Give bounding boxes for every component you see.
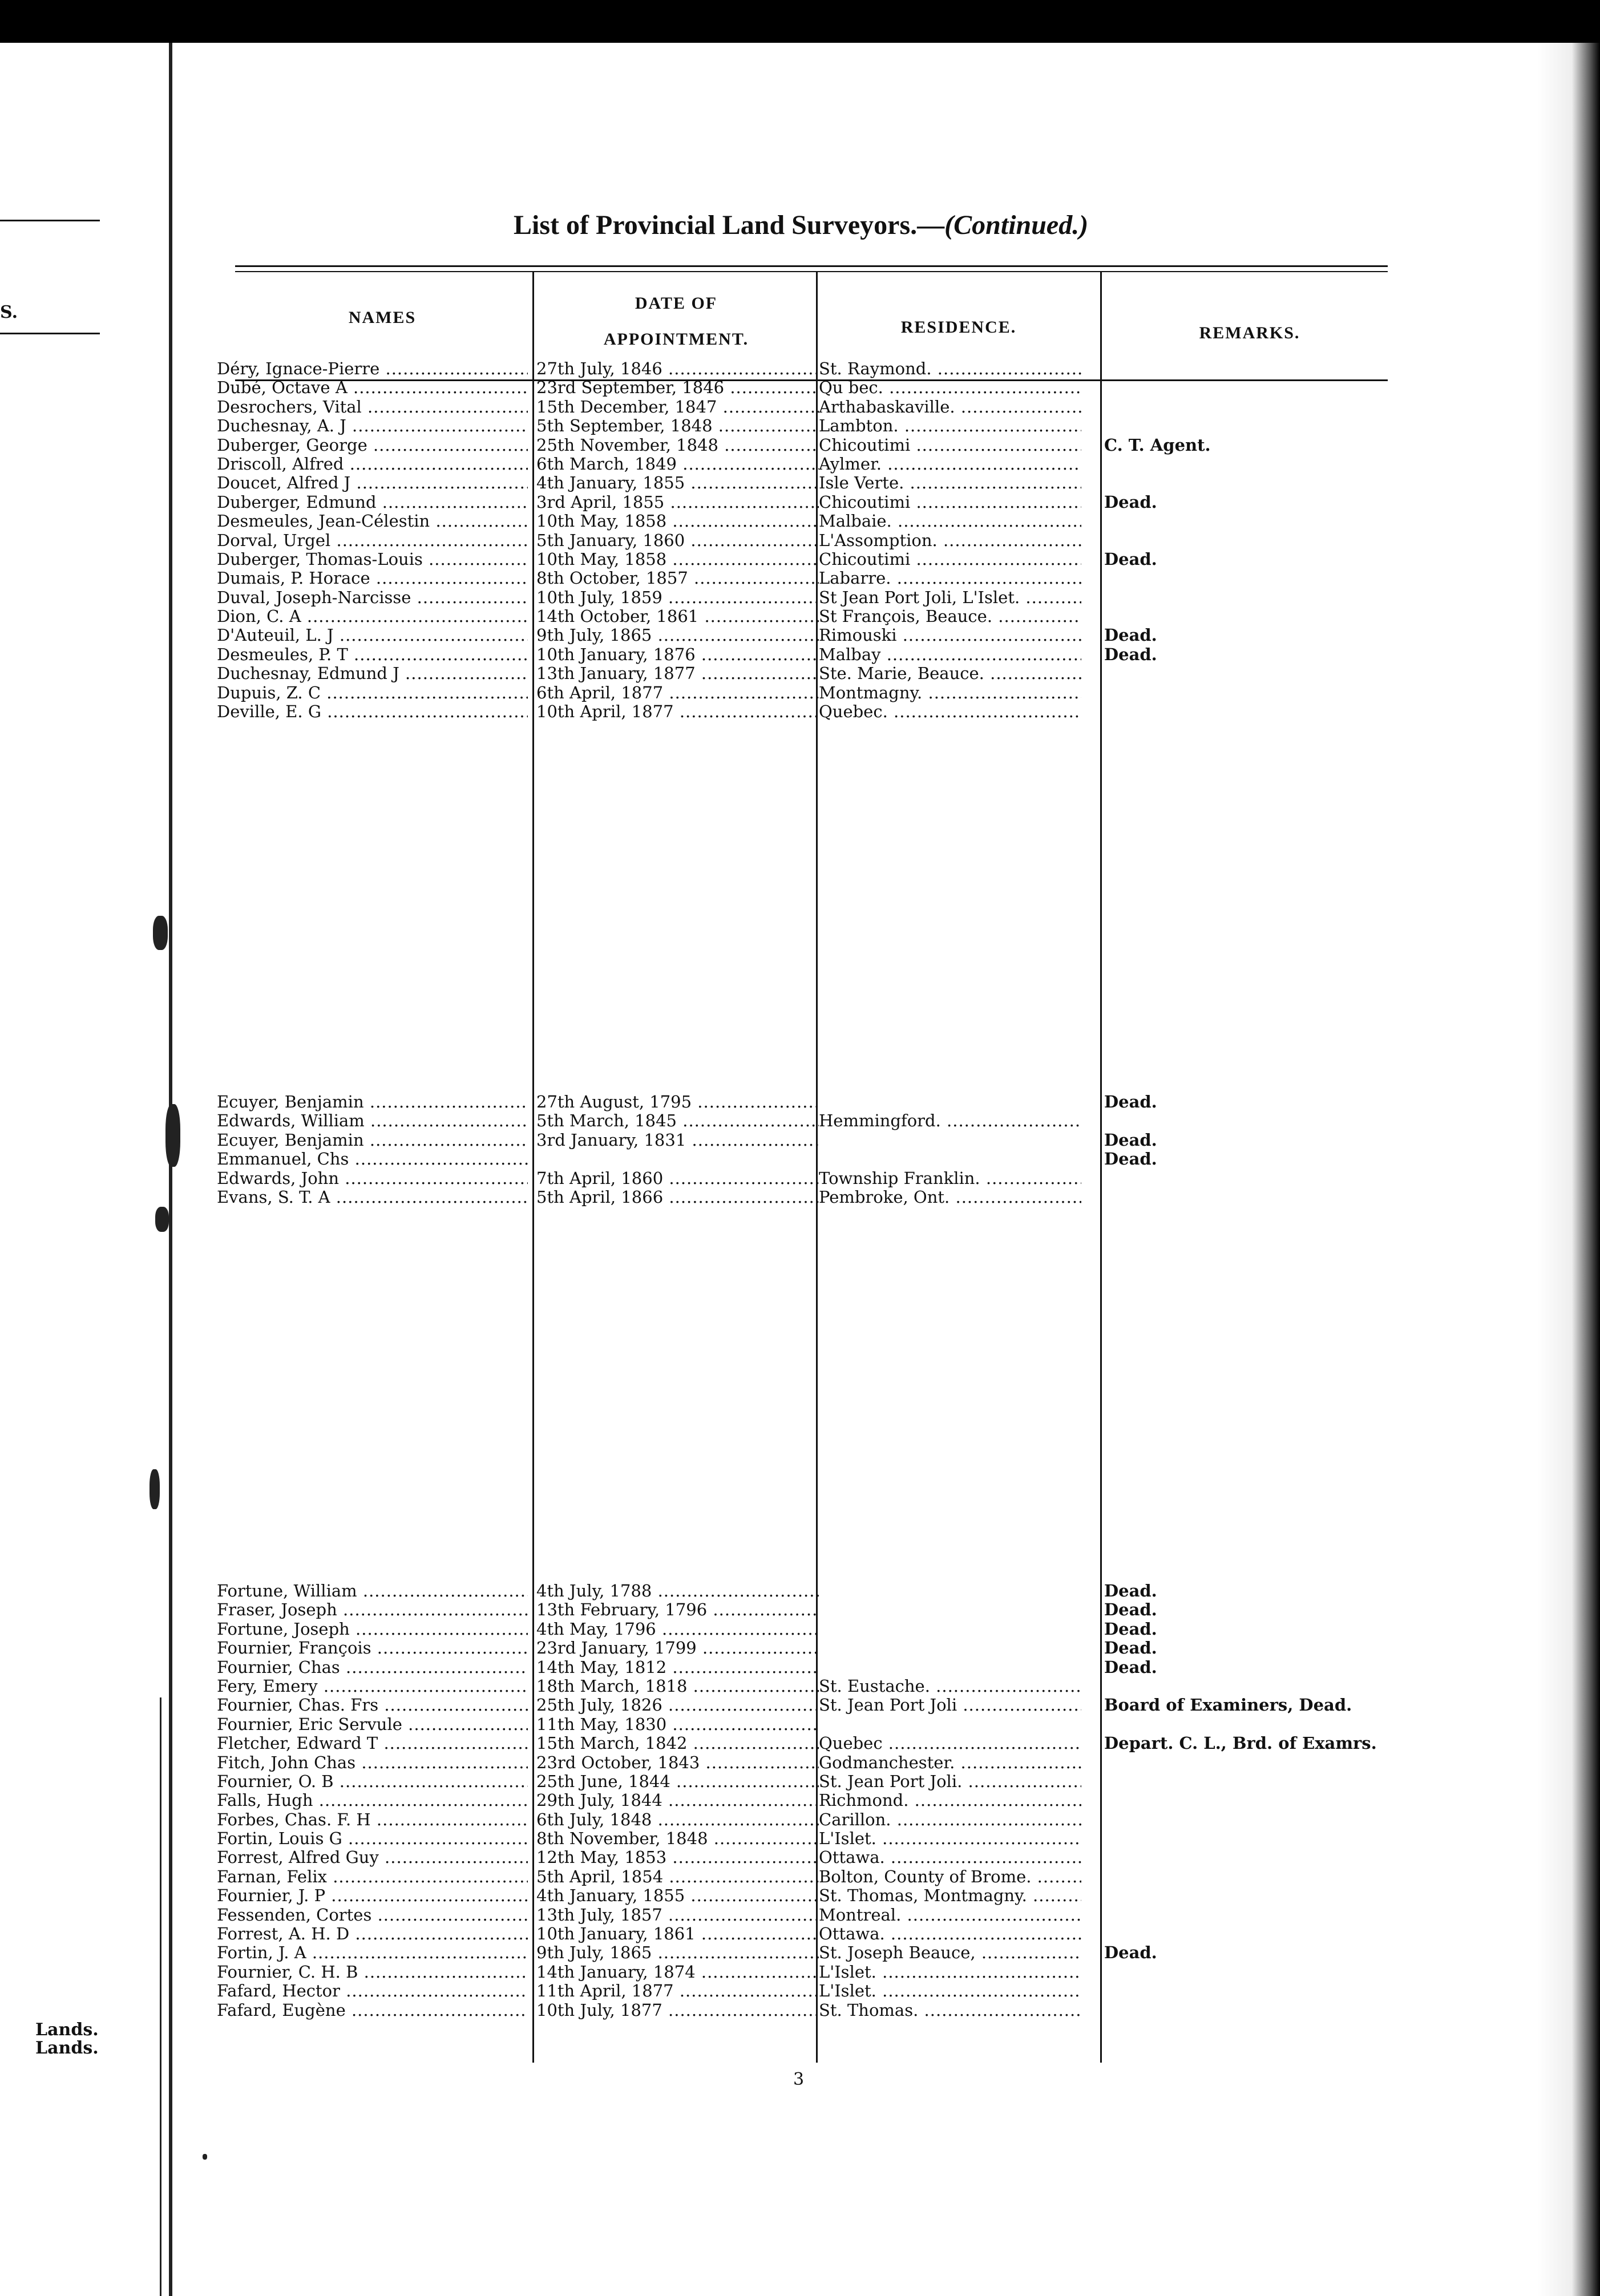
remarks-cell: Dead. [1104,626,1157,645]
left-page-text-2: Lands. [35,2038,99,2058]
appointment-date-cell: 15th December, 1847 ..... [536,398,819,417]
appointment-date-cell: 6th July, 1848 ..... [536,1810,819,1829]
surveyor-name-cell: Fournier, Chas. Frs ..... [217,1696,528,1715]
table-row [217,1093,1415,1111]
column-header-residence: RESIDENCE. [900,318,1017,337]
surveyor-name-cell: Duval, Joseph-Narcisse ..... [217,588,528,607]
appointment-date-cell: 14th May, 1812 ..... [536,1658,819,1677]
table-row [217,1867,1415,1886]
surveyor-name-cell: Fournier, Eric Servule ..... [217,1715,528,1734]
remarks-cell: Dead. [1104,1658,1157,1677]
binding-mark [155,1207,169,1232]
appointment-date-cell: 14th October, 1861 ..... [536,607,819,626]
appointment-date-cell: 11th May, 1830 ..... [536,1715,819,1734]
surveyor-name-cell: Farnan, Felix ..... [217,1867,528,1886]
surveyor-name-cell: Fitch, John Chas ..... [217,1753,528,1772]
surveyor-name-cell: Driscoll, Alfred ..... [217,455,528,474]
residence-cell: St. Joseph Beauce, ..... [819,1943,1081,1962]
residence-cell: Qu bec. ..... [819,378,1081,397]
residence-cell: Lambton. ..... [819,417,1081,435]
remarks-cell: Dead. [1104,1093,1157,1111]
appointment-date-cell: 10th May, 1858 ..... [536,550,819,569]
appointment-date-cell: 23rd September, 1846 ..... [536,378,819,397]
surveyor-name-cell: Fraser, Joseph ..... [217,1600,528,1619]
appointment-date-cell: 8th November, 1848 ..... [536,1829,819,1848]
residence-cell: L'Islet. ..... [819,1982,1081,2000]
surveyor-name-cell: Fortune, William ..... [217,1582,528,1600]
appointment-date-cell: 6th April, 1877 ..... [536,684,819,702]
remarks-cell: Dead. [1104,1150,1157,1169]
left-page-header-fragment: S. [0,302,18,322]
residence-cell: St. Thomas. ..... [819,2001,1081,2020]
table-row [217,1772,1415,1791]
header-top-rule [235,265,1388,267]
remarks-cell: Dead. [1104,1943,1157,1963]
surveyor-name-cell: Fery, Emery ..... [217,1677,528,1696]
remarks-cell: Dead. [1104,1600,1157,1620]
table-row [217,626,1415,645]
remarks-cell: Dead. [1104,1582,1157,1600]
residence-cell: Montmagny. ..... [819,684,1081,702]
residence-cell: Godmanchester. ..... [819,1753,1081,1772]
surveyor-name-cell: D'Auteuil, L. J ..... [217,626,528,645]
remarks-cell: Depart. C. L., Brd. of Examrs. [1104,1734,1377,1753]
table-row [217,2001,1415,2020]
table-row [217,1791,1415,1810]
residence-cell: Quebec. ..... [819,702,1081,721]
residence-cell: St. Jean Port Joli. ..... [819,1772,1081,1791]
residence-cell: St. Eustache. ..... [819,1677,1081,1696]
residence-cell: Quebec ..... [819,1734,1081,1753]
surveyor-name-cell: Fafard, Eugène ..... [217,2001,528,2020]
appointment-date-cell: 6th March, 1849 ..... [536,455,819,474]
appointment-date-cell: 4th May, 1796 ..... [536,1620,819,1639]
residence-cell: Isle Verte. ..... [819,474,1081,492]
surveyor-name-cell: Forbes, Chas. F. H ..... [217,1810,528,1829]
table-row [217,1906,1415,1925]
binding-mark [165,1104,180,1167]
residence-cell: St Jean Port Joli, L'Islet. ..... [819,588,1081,607]
scanned-page [0,43,1600,2296]
table-row [217,1620,1415,1639]
residence-cell: Malbaie. ..... [819,512,1081,531]
table-row [217,359,1415,378]
left-page-rule-2 [0,333,100,334]
appointment-date-cell: 11th April, 1877 ..... [536,1982,819,2000]
residence-cell: L'Islet. ..... [819,1963,1081,1982]
surveyor-name-cell: Fortin, Louis G ..... [217,1829,528,1848]
appointment-date-cell: 5th January, 1860 ..... [536,531,819,550]
residence-cell: Ottawa. ..... [819,1848,1081,1867]
surveyor-name-cell: Fournier, C. H. B ..... [217,1963,528,1982]
table-row [217,474,1415,492]
surveyor-name-cell: Duberger, Edmund ..... [217,493,528,512]
surveyor-name-cell: Ecuyer, Benjamin ..... [217,1131,528,1150]
appointment-date-cell: 18th March, 1818 ..... [536,1677,819,1696]
table-row [217,436,1415,455]
table-row [217,398,1415,417]
appointment-date-cell: 13th January, 1877 ..... [536,664,819,683]
residence-cell: Malbay ..... [819,645,1081,664]
page-spine-line [169,43,172,2296]
appointment-date-cell: 23rd October, 1843 ..... [536,1753,819,1772]
appointment-date-cell: 27th July, 1846 ..... [536,359,819,378]
appointment-date-cell: 10th July, 1859 ..... [536,588,819,607]
surveyor-name-cell: Dorval, Urgel ..... [217,531,528,550]
residence-cell: Richmond. ..... [819,1791,1081,1810]
residence-cell: St François, Beauce. ..... [819,607,1081,626]
residence-cell: St. Raymond. ..... [819,359,1081,378]
left-page-rule [0,220,100,221]
remarks-cell: Dead. [1104,1619,1157,1639]
remarks-cell: Dead. [1104,1130,1157,1150]
appointment-date-cell: 3rd April, 1855 ..... [536,493,819,512]
residence-cell: Montreal. ..... [819,1906,1081,1925]
binding-mark [153,916,168,950]
surveyor-name-cell: Fafard, Hector ..... [217,1982,528,2000]
surveyor-name-cell: Doucet, Alfred J ..... [217,474,528,492]
table-row [217,1925,1415,1943]
residence-cell: Labarre. ..... [819,569,1081,588]
table-row [217,455,1415,474]
remarks-cell: Dead. [1104,549,1157,569]
table-row [217,1696,1415,1715]
header-top-rule-2 [235,271,1388,272]
surveyor-name-cell: Desrochers, Vital ..... [217,398,528,417]
table-row [217,1111,1415,1130]
binding-mark [150,1469,160,1509]
table-row [217,1753,1415,1772]
surveyor-name-cell: Duberger, Thomas-Louis ..... [217,550,528,569]
surveyor-name-cell: Fortin, J. A ..... [217,1943,528,1962]
surveyor-name-cell: Forrest, Alfred Guy ..... [217,1848,528,1867]
table-row [217,378,1415,397]
table-row [217,1810,1415,1829]
appointment-date-cell: 9th July, 1865 ..... [536,1943,819,1962]
table-row [217,1131,1415,1150]
surveyor-name-cell: Deville, E. G ..... [217,702,528,721]
scan-speck [203,2154,207,2160]
appointment-date-cell: 12th May, 1853 ..... [536,1848,819,1867]
table-row [217,1600,1415,1619]
appointment-date-cell: 10th January, 1876 ..... [536,645,819,664]
surveyor-section-e [217,1093,1415,1207]
table-row [217,1848,1415,1867]
surveyor-section-d [217,359,1415,721]
appointment-date-cell: 27th August, 1795 ..... [536,1093,819,1111]
residence-cell: Arthabaskaville. ..... [819,398,1081,417]
surveyor-name-cell: Desmeules, Jean-Célestin ..... [217,512,528,531]
residence-cell: L'Assomption. ..... [819,531,1081,550]
page-number: 3 [793,2069,805,2089]
appointment-date-cell: 10th May, 1858 ..... [536,512,819,531]
surveyor-name-cell: Evans, S. T. A ..... [217,1188,528,1207]
appointment-date-cell: 10th April, 1877 ..... [536,702,819,721]
appointment-date-cell: 13th July, 1857 ..... [536,1906,819,1925]
residence-cell: Township Franklin. ..... [819,1169,1081,1188]
table-row [217,684,1415,702]
surveyor-name-cell: Desmeules, P. T ..... [217,645,528,664]
surveyor-name-cell: Fletcher, Edward T ..... [217,1734,528,1753]
appointment-date-cell: 3rd January, 1831 ..... [536,1131,819,1150]
residence-cell: Chicoutimi ..... [819,436,1081,455]
surveyor-name-cell: Dubé, Octave A ..... [217,378,528,397]
table-row [217,569,1415,588]
column-header-names: NAMES [348,308,417,327]
appointment-date-cell: 4th January, 1855 ..... [536,474,819,492]
appointment-date-cell: 4th January, 1855 ..... [536,1886,819,1905]
appointment-date-cell: 29th July, 1844 ..... [536,1791,819,1810]
residence-cell: Bolton, County of Brome. ..... [819,1867,1081,1886]
surveyor-name-cell: Fournier, François ..... [217,1639,528,1658]
remarks-cell: Dead. [1104,645,1157,664]
appointment-date-cell: 5th April, 1866 ..... [536,1188,819,1207]
page-edge-shadow [1537,43,1600,2296]
residence-cell: St. Jean Port Joli ..... [819,1696,1081,1715]
table-row [217,607,1415,626]
appointment-date-cell: 15th March, 1842 ..... [536,1734,819,1753]
appointment-date-cell: 10th January, 1861 ..... [536,1925,819,1943]
residence-cell: Carillon. ..... [819,1810,1081,1829]
table-row [217,1943,1415,1962]
residence-cell: St. Thomas, Montmagny. ..... [819,1886,1081,1905]
table-row [217,664,1415,683]
table-row [217,493,1415,512]
surveyor-name-cell: Fournier, J. P ..... [217,1886,528,1905]
table-row [217,512,1415,531]
column-header-date-1: DATE OF [635,294,718,313]
appointment-date-cell: 9th July, 1865 ..... [536,626,819,645]
appointment-date-cell: 10th July, 1877 ..... [536,2001,819,2020]
surveyor-name-cell: Déry, Ignace-Pierre ..... [217,359,528,378]
appointment-date-cell: 4th July, 1788 ..... [536,1582,819,1600]
table-row [217,588,1415,607]
surveyor-name-cell: Duberger, George ..... [217,436,528,455]
surveyor-name-cell: Edwards, William ..... [217,1111,528,1130]
surveyor-section-f [217,1582,1415,2020]
appointment-date-cell: 8th October, 1857 ..... [536,569,819,588]
table-row [217,1582,1415,1600]
table-row [217,1150,1415,1169]
column-header-remarks: REMARKS. [1199,324,1300,342]
surveyor-name-cell: Fessenden, Cortes ..... [217,1906,528,1925]
remarks-cell: Dead. [1104,1639,1157,1658]
page-spine-line-lower [160,1697,161,2296]
surveyor-name-cell: Ecuyer, Benjamin ..... [217,1093,528,1111]
appointment-date-cell: 5th September, 1848 ..... [536,417,819,435]
residence-cell: Ste. Marie, Beauce. ..... [819,664,1081,683]
surveyor-name-cell: Forrest, A. H. D ..... [217,1925,528,1943]
table-row [217,1677,1415,1696]
table-row [217,1734,1415,1753]
residence-cell: L'Islet. ..... [819,1829,1081,1848]
table-row [217,417,1415,435]
surveyor-name-cell: Edwards, John ..... [217,1169,528,1188]
table-row [217,1715,1415,1734]
residence-cell: Chicoutimi ..... [819,550,1081,569]
appointment-date-cell: 25th November, 1848 ..... [536,436,819,455]
surveyor-name-cell: Dumais, P. Horace ..... [217,569,528,588]
appointment-date-cell: 7th April, 1860 ..... [536,1169,819,1188]
page-title: List of Provincial Land Surveyors.—(Continued.) [514,210,1089,240]
table-row [217,645,1415,664]
table-row [217,1963,1415,1982]
surveyor-name-cell: Duchesnay, A. J ..... [217,417,528,435]
surveyor-name-cell: Fournier, Chas ..... [217,1658,528,1677]
surveyor-name-cell: Dupuis, Z. C ..... [217,684,528,702]
table-row [217,1886,1415,1905]
table-row [217,1829,1415,1848]
table-row [217,702,1415,721]
remarks-cell: C. T. Agent. [1104,435,1211,455]
residence-cell: Pembroke, Ont. ..... [819,1188,1081,1207]
surveyor-name-cell: Dion, C. A ..... [217,607,528,626]
table-row [217,1982,1415,2000]
table-row [217,550,1415,569]
table-row [217,1639,1415,1658]
appointment-date-cell: 5th April, 1854 ..... [536,1867,819,1886]
surveyor-name-cell: Fournier, O. B ..... [217,1772,528,1791]
residence-cell: Rimouski ..... [819,626,1081,645]
residence-cell: Chicoutimi ..... [819,493,1081,512]
table-row [217,1188,1415,1207]
table-row [217,1169,1415,1188]
surveyor-name-cell: Duchesnay, Edmund J ..... [217,664,528,683]
appointment-date-cell: 25th July, 1826 ..... [536,1696,819,1715]
surveyor-name-cell: Emmanuel, Chs ..... [217,1150,528,1169]
appointment-date-cell: 5th March, 1845 ..... [536,1111,819,1130]
residence-cell: Aylmer. ..... [819,455,1081,474]
residence-cell: Ottawa. ..... [819,1925,1081,1943]
table-row [217,1658,1415,1677]
appointment-date-cell: 25th June, 1844 ..... [536,1772,819,1791]
remarks-cell: Board of Examiners, Dead. [1104,1696,1352,1715]
residence-cell: Hemmingford. ..... [819,1111,1081,1130]
appointment-date-cell: 13th February, 1796 ..... [536,1600,819,1619]
left-page-text-1: Lands. [35,2020,99,2040]
appointment-date-cell: 14th January, 1874 ..... [536,1963,819,1982]
remarks-cell: Dead. [1104,492,1157,512]
surveyor-name-cell: Falls, Hugh ..... [217,1791,528,1810]
column-header-date-2: APPOINTMENT. [603,330,749,349]
surveyor-name-cell: Fortune, Joseph ..... [217,1620,528,1639]
table-row [217,531,1415,550]
appointment-date-cell: 23rd January, 1799 ..... [536,1639,819,1658]
